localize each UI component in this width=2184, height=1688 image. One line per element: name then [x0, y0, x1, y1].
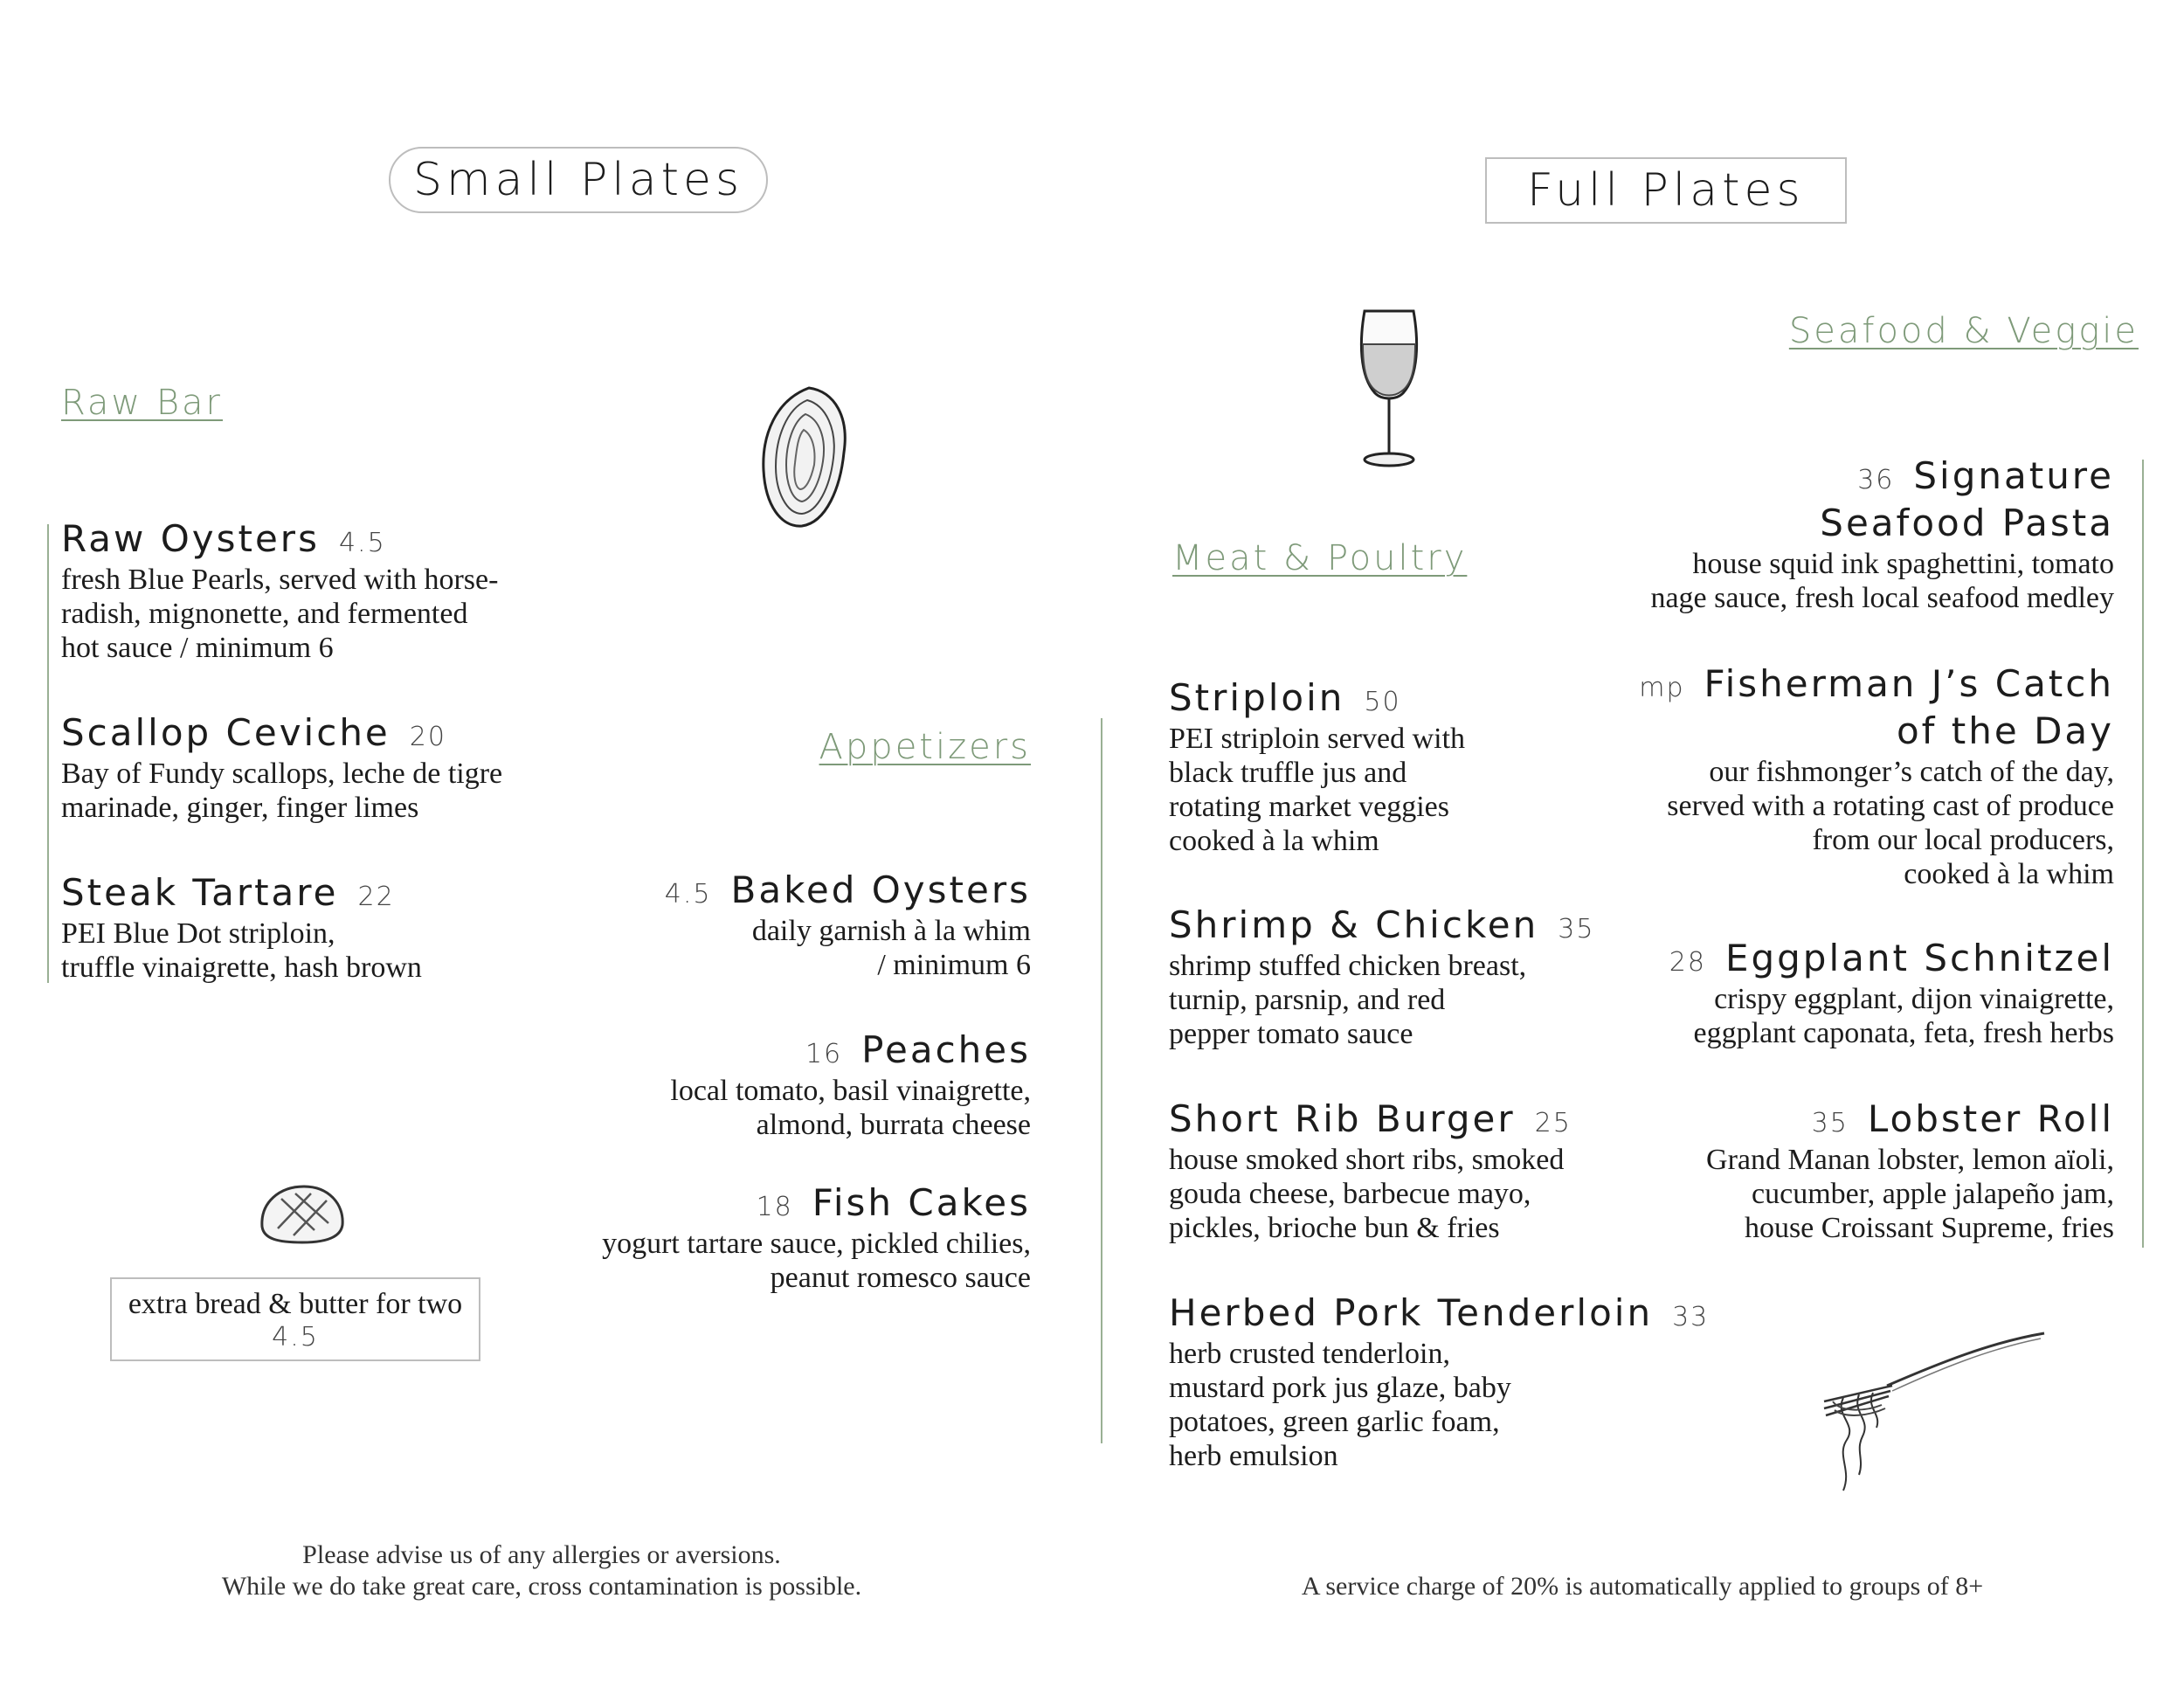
oyster-icon [757, 383, 853, 531]
seafood-veggie-heading: Seafood & Veggie [1788, 311, 2139, 351]
menu-item-striploin: Striploin 50 PEI striploin served with black truffle jus and rotating market veggies cooked à la whim [1169, 676, 1466, 857]
menu-item-scallop-ceviche: Scallop Ceviche 20 Bay of Fundy scallops, leche de tigre marinade, ginger, finger limes [61, 711, 503, 824]
menu-item-herbed-pork-tenderloin: Herbed Pork Tenderloin 33 herb crusted tenderloin, mustard pork jus glaze, baby potatoes, green garlic foam, herb emulsion [1169, 1291, 1710, 1472]
menu-item-shrimp-chicken: Shrimp & Chicken 35 shrimp stuffed chicken breast, turnip, parsnip, and red pepper tomato sauce [1169, 903, 1595, 1050]
menu-item-steak-tartare: Steak Tartare 22 PEI Blue Dot striploin, truffle vinaigrette, hash brown [61, 871, 422, 984]
seafood-veggie-rule [2142, 460, 2144, 1248]
menu-item-peaches: 16 Peaches local tomato, basil vinaigrette, almond, burrata cheese [670, 1028, 1031, 1141]
menu-item-fish-cakes: 18 Fish Cakes yogurt tartare sauce, pickled chilies, peanut romesco sauce [602, 1181, 1031, 1294]
wine-glass-icon [1354, 306, 1424, 472]
menu-item-signature-seafood-pasta: 36 Signature Seafood Pasta house squid ink spaghettini, tomato nage sauce, fresh local seafood medley [1650, 454, 2114, 614]
menu-item-raw-oysters: Raw Oysters 4.5 fresh Blue Pearls, served with horse- radish, mignonette, and fermented hot sauce / minimum 6 [61, 517, 499, 664]
menu-item-short-rib-burger: Short Rib Burger 25 house smoked short ribs, smoked gouda cheese, barbecue mayo, pickles, brioche bun & fries [1169, 1097, 1572, 1244]
full-plates-title: Full Plates [1485, 157, 1847, 224]
menu-item-eggplant-schnitzel: 28 Eggplant Schnitzel crispy eggplant, dijon vinaigrette, eggplant caponata, feta, fresh herbs [1669, 937, 2114, 1049]
raw-bar-heading: Raw Bar [61, 383, 224, 423]
bread-icon [257, 1181, 348, 1246]
extra-bread-price: 4.5 [272, 1322, 319, 1352]
extra-bread-text: extra bread & butter for two [128, 1288, 463, 1320]
menu-item-fishermans-catch: mp Fisherman J’s Catch of the Day our fishmonger’s catch of the day, served with a rotating cast of produce from our local producers, cooked à la whim [1639, 662, 2114, 890]
fork-pasta-icon [1808, 1328, 2053, 1503]
meat-poultry-rule [1101, 718, 1102, 1443]
raw-bar-rule [47, 524, 49, 983]
appetizers-heading: Appetizers [819, 727, 1031, 767]
small-plates-title: Small Plates [389, 147, 768, 213]
menu-item-baked-oysters: 4.5 Baked Oysters daily garnish à la whim / minimum 6 [664, 868, 1031, 981]
extra-bread-box [110, 1277, 480, 1361]
allergy-notice: Please advise us of any allergies or aversions. While we do take great care, cross contamination is possible. [221, 1540, 862, 1601]
meat-poultry-heading: Meat & Poultry [1172, 538, 1468, 578]
menu-item-lobster-roll: 35 Lobster Roll Grand Manan lobster, lemon aïoli, cucumber, apple jalapeño jam, house Croissant Supreme, fries [1706, 1097, 2114, 1244]
service-charge-notice: A service charge of 20% is automatically applied to groups of 8+ [1301, 1572, 1984, 1601]
